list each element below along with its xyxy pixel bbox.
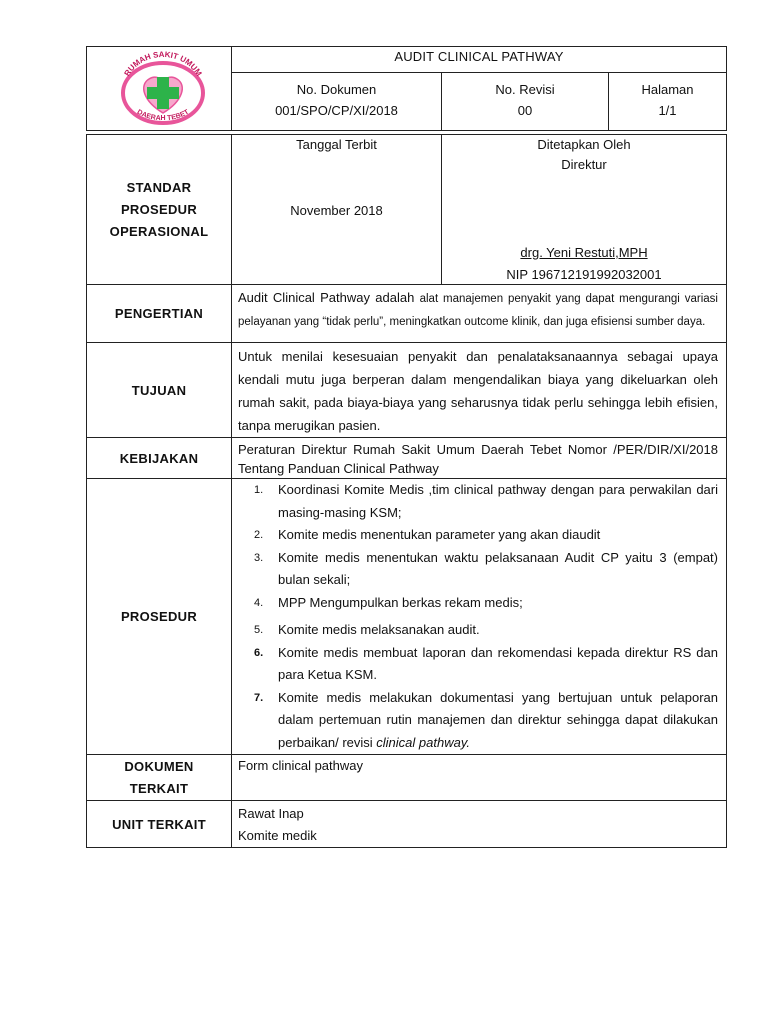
prosedur-label: PROSEDUR [87, 479, 232, 755]
unit-terkait-item: Rawat Inap [238, 806, 304, 821]
logo-cell [87, 47, 232, 131]
ditetapkan-label: Ditetapkan Oleh [537, 137, 631, 152]
logo-arc-bottom: DAERAH TEBET [135, 108, 191, 123]
unit-terkait-label: UNIT TERKAIT [87, 801, 232, 848]
body-table [86, 134, 727, 848]
sop-label-line2: PROSEDUR [120, 201, 198, 217]
tanggal-terbit-label: Tanggal Terbit [296, 137, 377, 152]
unit-terkait-item: Komite medik [238, 828, 317, 843]
no-revisi-value: 00 [517, 103, 533, 119]
document-title: AUDIT CLINICAL PATHWAY [232, 47, 727, 73]
step-text: Komite medis menentukan parameter yang akan diaudit [278, 527, 601, 542]
pengertian-label: PENGERTIAN [87, 285, 232, 343]
dokumen-terkait-label [87, 755, 232, 801]
logo-arc-top: RUMAH SAKIT UMUM [122, 49, 204, 78]
pengertian-lead: Audit Clinical Pathway adalah [238, 290, 415, 305]
sop-label-cell [87, 135, 232, 285]
prosedur-step [232, 547, 718, 592]
sop-label-line1: STANDAR [126, 179, 192, 195]
prosedur-step [232, 524, 718, 547]
no-revisi-label: No. Revisi [495, 82, 555, 98]
halaman-value: 1/1 [658, 103, 677, 119]
signer-name: drg. Yeni Restuti,MPH [520, 245, 648, 260]
halaman-label: Halaman [641, 82, 694, 98]
prosedur-step [232, 479, 718, 524]
no-revisi-cell [442, 73, 609, 131]
halaman-cell [609, 73, 727, 131]
step-italic-tail: clinical pathway. [376, 734, 470, 750]
prosedur-content [232, 479, 727, 755]
step-number: 1. [254, 484, 264, 496]
dokumen-terkait-label-line1: DOKUMEN [124, 758, 194, 774]
step-number: 7. [254, 691, 264, 704]
kebijakan-label: KEBIJAKAN [87, 438, 232, 479]
pengertian-content [232, 285, 727, 343]
step-text: Koordinasi Komite Medis ,tim clinical pathway dengan para perwakilan dari masing-masing KSM; [278, 482, 718, 520]
sop-document [86, 46, 726, 848]
step-number: 6. [254, 646, 264, 659]
no-dokumen-cell [232, 73, 442, 131]
prosedur-step [232, 642, 718, 687]
header-table [86, 46, 727, 131]
no-dokumen-label: No. Dokumen [296, 82, 377, 98]
prosedur-step [232, 592, 718, 615]
step-text: Komite medis membuat laporan dan rekomendasi kepada direktur RS dan para Ketua KSM. [278, 644, 718, 682]
pengertian-rest: alat manajemen penyakit yang dapat mengurangi variasi pelayanan yang “tidak perlu”, meningkatkan outcome klinik, dan juga efisiensi sumber daya. [238, 293, 718, 328]
tujuan-label: TUJUAN [87, 343, 232, 438]
no-dokumen-value: 001/SPO/CP/XI/2018 [275, 103, 398, 119]
step-number: 2. [254, 529, 264, 541]
dokumen-terkait-label-line2: TERKAIT [129, 780, 189, 796]
prosedur-step [232, 619, 718, 642]
dokumen-terkait-text: Form clinical pathway [232, 755, 727, 801]
step-text: Komite medis menentukan waktu pelaksanaan Audit CP yaitu 3 (empat) bulan sekali; [278, 549, 718, 587]
prosedur-step [232, 687, 718, 755]
prosedur-steps [232, 479, 718, 754]
ditetapkan-role: Direktur [561, 157, 607, 172]
step-text: Komite medis melaksanakan audit. [278, 622, 480, 637]
tanggal-terbit-value: November 2018 [290, 203, 383, 218]
step-number: 4. [254, 596, 264, 609]
tujuan-text: Untuk menilai kesesuaian penyakit dan penalataksanaannya sebagai upaya kendali mutu juga berperan dalam mengendalikan biaya yang dikeluarkan oleh rumah sakit, pada biaya-biaya yang seharusnya tidak perlu sehingga lebih efisien, tanpa merugikan pasien. [232, 343, 727, 438]
step-text: Komite medis melakukan dokumentasi yang bertujuan untuk pelaporan dalam pertemuan rutin manajemen dan direktur sehingga dapat dilakukan perbaikan/ revisi [278, 689, 718, 750]
step-text: MPP Mengumpulkan berkas rekam medis; [278, 594, 523, 610]
signer-nip: NIP 196712191992032001 [506, 267, 662, 282]
hospital-logo [87, 47, 232, 127]
step-number: 5. [254, 624, 264, 636]
unit-terkait-content [232, 801, 727, 848]
tanggal-terbit-cell [232, 135, 442, 285]
ditetapkan-cell [442, 135, 727, 285]
kebijakan-text: Peraturan Direktur Rumah Sakit Umum Daerah Tebet Nomor /PER/DIR/XI/2018 Tentang Panduan Clinical Pathway [232, 438, 727, 479]
sop-label-line3: OPERASIONAL [109, 223, 209, 239]
step-number: 3. [254, 551, 264, 564]
